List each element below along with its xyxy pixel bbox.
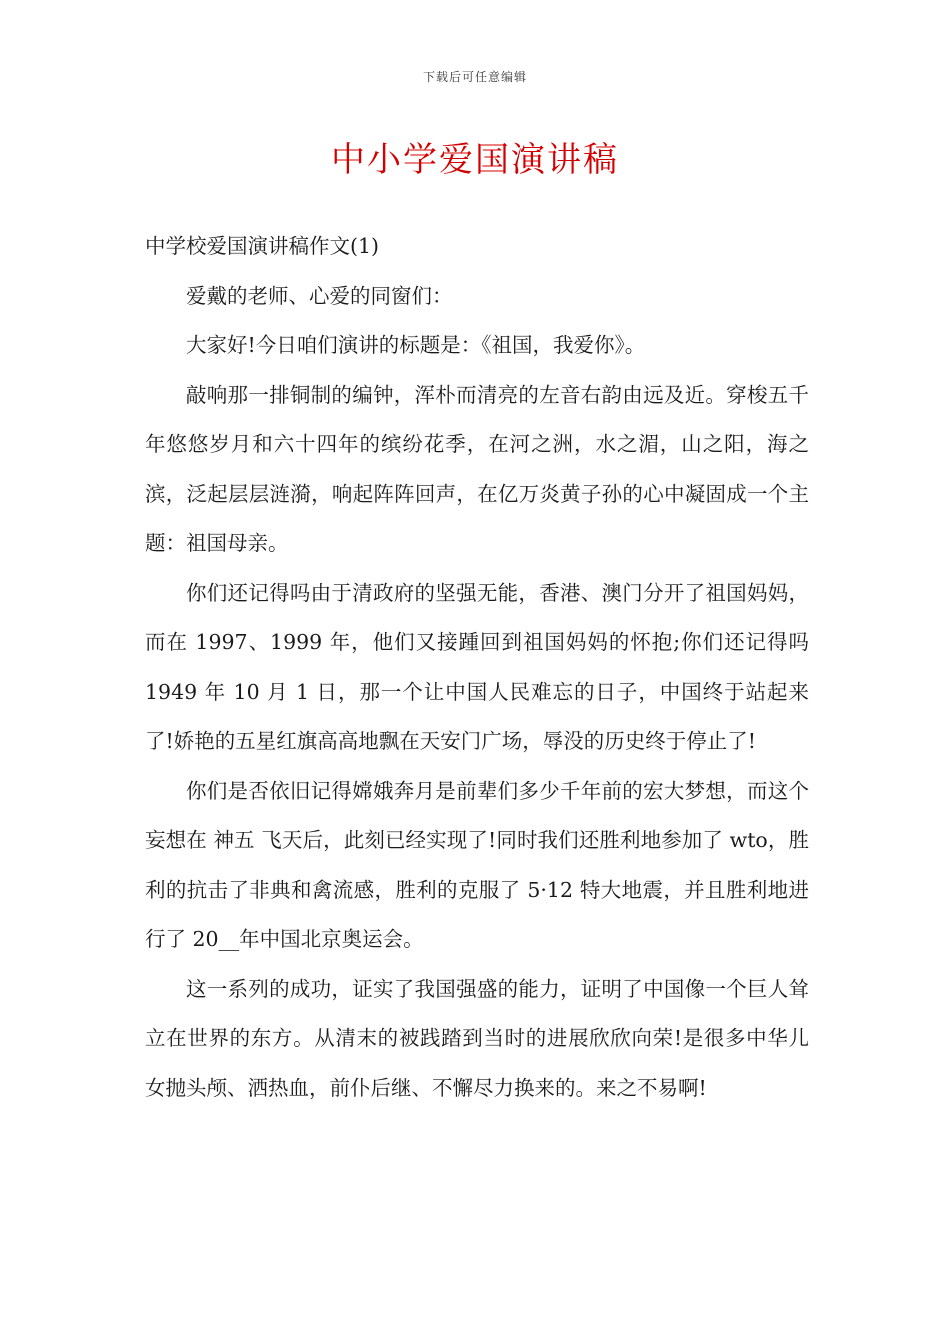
document-title: 中小学爱国演讲稿 (331, 140, 619, 180)
paragraph-achievements: 你们是否依旧记得嫦娥奔月是前辈们多少千年前的宏大梦想，而这个妄想在 神五 飞天后，此刻已经实现了!同时我们还胜利地参加了 wto，胜利的抗击了非典和禽流感，胜利的克服了 5·12 特大地震，并且胜利地进行了 20__年中国北京奥运会。 (145, 778, 809, 951)
section-subtitle: 中学校爱国演讲稿作文(1) (145, 234, 380, 258)
paragraph-greeting: 爱戴的老师、心爱的同窗们： (186, 283, 453, 308)
header-note: 下载后可任意编辑 (422, 70, 527, 84)
paragraph-bianzhong: 敲响那一排铜制的编钟，浑朴而清亮的左音右韵由远及近。穿梭五千年悠悠岁月和六十四年的缤纷花季，在河之洲，水之湄，山之阳，海之滨，泛起层层涟漪，响起阵阵回声，在亿万炎黄子孙的心中凝固成一个主题：祖国母亲。 (145, 382, 809, 555)
paragraph-history: 你们还记得吗由于清政府的坚强无能，香港、澳门分开了祖国妈妈，而在 1997、1999 年，他们又接踵回到祖国妈妈的怀抱;你们还记得吗 1949 年 10 月 1 日，那一个让中国人民难忘的日子，中国终于站起来了!娇艳的五星红旗高高地飘在天安门广场，辱没的历史终于停止了! (145, 580, 809, 753)
document-body (145, 222, 809, 1113)
paragraph-conclusion: 这一系列的成功，证实了我国强盛的能力，证明了中国像一个巨人耸立在世界的东方。从清末的被践踏到当时的进展欣欣向荣!是很多中华儿女抛头颅、洒热血，前仆后继、不懈尽力换来的。来之不易啊! (145, 976, 809, 1100)
paragraph-intro: 大家好!今日咱们演讲的标题是：《祖国，我爱你》。 (186, 333, 646, 357)
